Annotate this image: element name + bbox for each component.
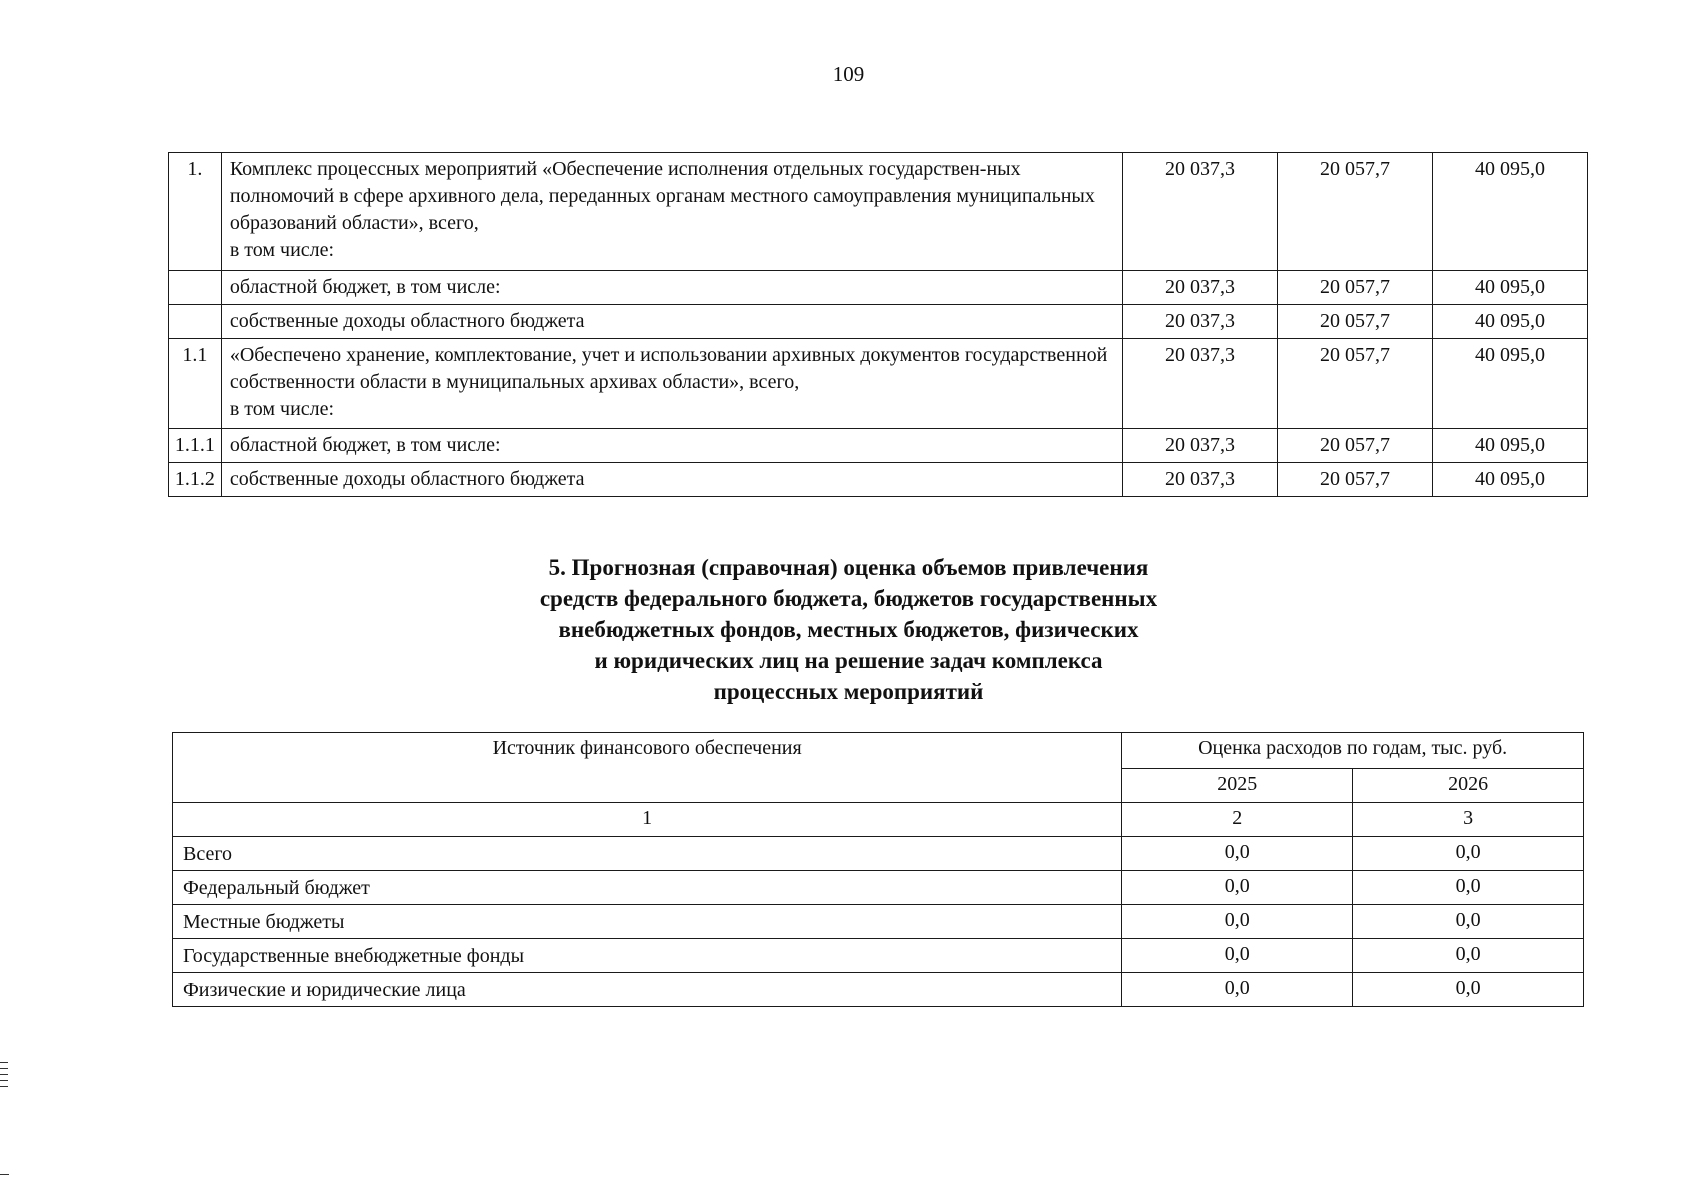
table-row bbox=[173, 905, 1584, 939]
row-name-sub: в том числе: bbox=[229, 398, 335, 420]
row-number: 1.1.1 bbox=[169, 429, 222, 463]
section-title-line: внебюджетных фондов, местных бюджетов, физических bbox=[558, 617, 1139, 642]
value-2025: 20 037,3 bbox=[1122, 429, 1277, 463]
source-label: Всего bbox=[173, 837, 1122, 871]
row-number bbox=[169, 271, 222, 305]
source-label: Федеральный бюджет bbox=[173, 871, 1122, 905]
value-2026: 0,0 bbox=[1353, 973, 1584, 1007]
value-2025: 0,0 bbox=[1122, 871, 1353, 905]
section-title bbox=[0, 552, 1697, 707]
value-2026: 20 057,7 bbox=[1277, 429, 1432, 463]
row-number: 1.1 bbox=[169, 339, 222, 429]
value-total: 40 095,0 bbox=[1432, 305, 1587, 339]
value-2025: 0,0 bbox=[1122, 837, 1353, 871]
table-row bbox=[169, 429, 1588, 463]
header-row bbox=[173, 733, 1584, 769]
value-2026: 0,0 bbox=[1353, 837, 1584, 871]
header-year-2026: 2026 bbox=[1353, 769, 1584, 803]
table-row bbox=[173, 973, 1584, 1007]
margin-dash bbox=[0, 1174, 9, 1175]
source-label: Государственные внебюджетные фонды bbox=[173, 939, 1122, 973]
header-source: Источник финансового обеспечения bbox=[173, 733, 1122, 803]
value-2025: 0,0 bbox=[1122, 905, 1353, 939]
column-number: 1 bbox=[173, 803, 1122, 837]
row-name: областной бюджет, в том числе: bbox=[221, 271, 1122, 305]
row-number: 1. bbox=[169, 153, 222, 271]
value-2026: 20 057,7 bbox=[1277, 463, 1432, 497]
section-title-line: средств федерального бюджета, бюджетов государственных bbox=[539, 586, 1158, 611]
header-estimate: Оценка расходов по годам, тыс. руб. bbox=[1122, 733, 1584, 769]
value-total: 40 095,0 bbox=[1432, 153, 1587, 271]
table-row bbox=[169, 339, 1588, 429]
row-name bbox=[221, 339, 1122, 429]
row-name: собственные доходы областного бюджета bbox=[221, 305, 1122, 339]
row-name-text: «Обеспечено хранение, комплектование, учет и использовании архивных документов государственной собственности области в муниципальных архивах области», всего, bbox=[229, 344, 1108, 393]
value-2025: 20 037,3 bbox=[1122, 463, 1277, 497]
table-row bbox=[169, 271, 1588, 305]
section-title-line: и юридических лиц на решение задач комплекса bbox=[594, 648, 1103, 673]
value-2025: 20 037,3 bbox=[1122, 271, 1277, 305]
row-name-text: Комплекс процессных мероприятий «Обеспечение исполнения отдельных государствен-ных полномочий в сфере архивного дела, переданных органам местного самоуправления муниципальных образований области», всего, bbox=[229, 158, 1095, 234]
column-number-row bbox=[173, 803, 1584, 837]
row-name bbox=[221, 153, 1122, 271]
row-name: областной бюджет, в том числе: bbox=[221, 429, 1122, 463]
value-2025: 0,0 bbox=[1122, 973, 1353, 1007]
column-number: 2 bbox=[1122, 803, 1353, 837]
source-label: Местные бюджеты bbox=[173, 905, 1122, 939]
margin-marks bbox=[0, 1062, 8, 1092]
header-year-2025: 2025 bbox=[1122, 769, 1353, 803]
row-number bbox=[169, 305, 222, 339]
value-2026: 20 057,7 bbox=[1277, 153, 1432, 271]
value-total: 40 095,0 bbox=[1432, 271, 1587, 305]
value-2026: 0,0 bbox=[1353, 939, 1584, 973]
value-2026: 0,0 bbox=[1353, 871, 1584, 905]
table-row bbox=[169, 153, 1588, 271]
value-2025: 0,0 bbox=[1122, 939, 1353, 973]
source-label: Физические и юридические лица bbox=[173, 973, 1122, 1007]
column-number: 3 bbox=[1353, 803, 1584, 837]
value-total: 40 095,0 bbox=[1432, 339, 1587, 429]
section-title-line: 5. Прогнозная (справочная) оценка объемов привлечения bbox=[548, 555, 1149, 580]
value-2025: 20 037,3 bbox=[1122, 153, 1277, 271]
row-name: собственные доходы областного бюджета bbox=[221, 463, 1122, 497]
value-2026: 20 057,7 bbox=[1277, 339, 1432, 429]
table-row bbox=[173, 939, 1584, 973]
value-2025: 20 037,3 bbox=[1122, 305, 1277, 339]
table-row bbox=[169, 463, 1588, 497]
table-row bbox=[173, 871, 1584, 905]
estimate-table bbox=[172, 732, 1584, 1007]
value-2025: 20 037,3 bbox=[1122, 339, 1277, 429]
section-title-line: процессных мероприятий bbox=[713, 679, 984, 704]
row-number: 1.1.2 bbox=[169, 463, 222, 497]
page-number: 109 bbox=[832, 62, 865, 86]
value-2026: 20 057,7 bbox=[1277, 271, 1432, 305]
value-2026: 20 057,7 bbox=[1277, 305, 1432, 339]
value-total: 40 095,0 bbox=[1432, 463, 1587, 497]
row-name-sub: в том числе: bbox=[229, 239, 335, 261]
table-row bbox=[173, 837, 1584, 871]
table-row bbox=[169, 305, 1588, 339]
value-2026: 0,0 bbox=[1353, 905, 1584, 939]
funding-table bbox=[168, 152, 1588, 497]
value-total: 40 095,0 bbox=[1432, 429, 1587, 463]
